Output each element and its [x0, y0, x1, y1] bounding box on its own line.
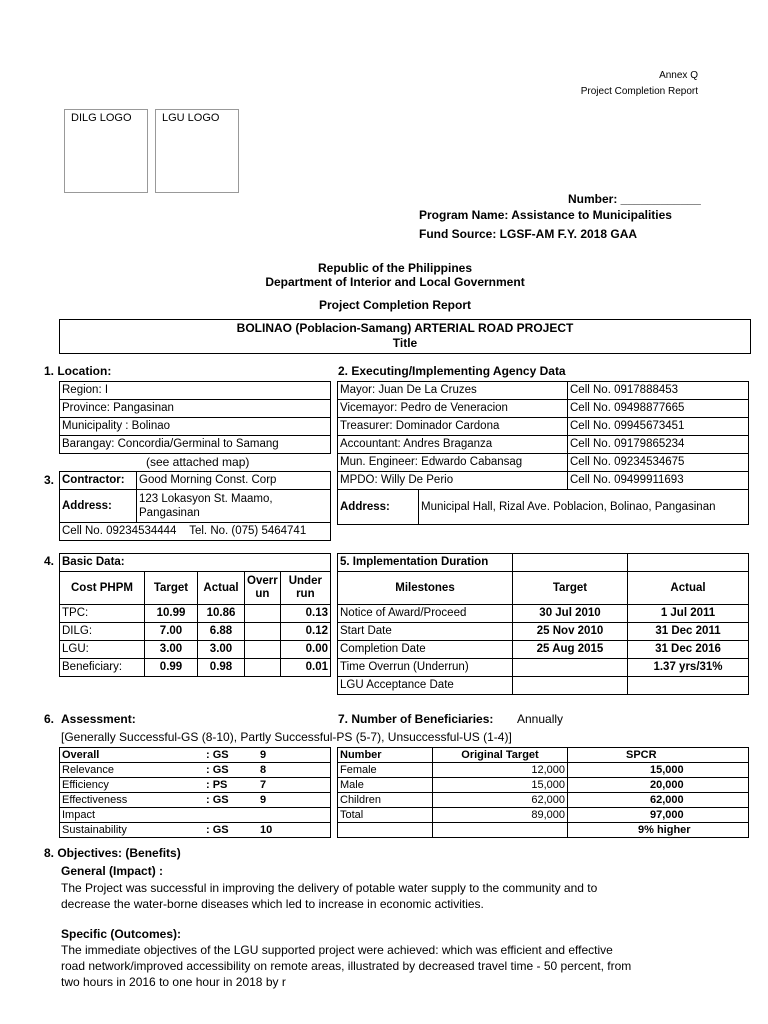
agency-cell: Cell No. 0917888453	[568, 382, 749, 400]
basic-cell: DILG:	[60, 623, 145, 641]
assessment-rating	[204, 808, 258, 823]
agency-heading: 2. Executing/Implementing Agency Data	[338, 364, 566, 378]
basic-data-row	[60, 623, 331, 641]
duration-cell	[628, 677, 749, 695]
duration-cell: 1 Jul 2011	[628, 605, 749, 623]
agency-cell: Cell No. 09945673451	[568, 418, 749, 436]
basic-cell	[245, 659, 281, 677]
duration-cell	[513, 677, 628, 695]
agency-row	[338, 436, 749, 454]
duration-cell	[513, 659, 628, 677]
beneficiaries-cell: 15,000	[568, 763, 749, 778]
assessment-score: 9	[258, 793, 331, 808]
assessment-score: 10	[258, 823, 331, 838]
dilg-logo-placeholder	[64, 109, 148, 193]
dilg-logo-label: DILG LOGO	[71, 112, 132, 124]
beneficiaries-cell: Total	[338, 808, 433, 823]
beneficiaries-row	[338, 778, 749, 793]
beneficiaries-cell	[433, 823, 568, 838]
duration-cell: Completion Date	[338, 641, 513, 659]
basic-cell: TPC:	[60, 605, 145, 623]
basic-cell	[245, 623, 281, 641]
duration-cell: 25 Nov 2010	[513, 623, 628, 641]
agency-name: Accountant: Andres Braganza	[338, 436, 568, 454]
assessment-row	[60, 823, 331, 838]
basic-header: Overr un	[245, 572, 281, 605]
agency-table	[337, 381, 749, 490]
assessment-label: Efficiency	[60, 778, 205, 793]
contractor-address-label: Address:	[60, 490, 137, 523]
assessment-label: Overall	[60, 748, 205, 763]
assessment-row	[60, 748, 331, 763]
republic-heading: Republic of the Philippines	[317, 261, 472, 275]
contractor-tel: Tel. No. (075) 5464741	[189, 525, 307, 537]
annex-header	[581, 68, 698, 100]
duration-header: Actual	[628, 572, 749, 605]
report-number: Number: ____________	[568, 192, 701, 206]
assessment-score	[258, 808, 331, 823]
annex-label: Annex Q	[659, 70, 698, 81]
assessment-row	[60, 763, 331, 778]
beneficiaries-row	[338, 808, 749, 823]
municipality-cell: Municipality : Bolinao	[60, 418, 331, 436]
barangay-cell: Barangay: Concordia/Germinal to Samang	[60, 436, 331, 454]
beneficiaries-cell: 12,000	[433, 763, 568, 778]
assessment-row	[60, 778, 331, 793]
beneficiaries-cell: Male	[338, 778, 433, 793]
assessment-scale: [Generally Successful-GS (8-10), Partly Successful-PS (5-7), Unsuccessful-US (1-4)]	[61, 730, 512, 744]
beneficiaries-row	[338, 793, 749, 808]
region-cell: Region: I	[60, 382, 331, 400]
basic-data-row	[60, 659, 331, 677]
basic-data-row	[60, 641, 331, 659]
duration-header: Target	[513, 572, 628, 605]
agency-name: MPDO: Willy De Perio	[338, 472, 568, 490]
basic-cell: 3.00	[198, 641, 245, 659]
beneficiaries-cell: 62,000	[568, 793, 749, 808]
location-heading: 1. Location:	[44, 364, 112, 378]
duration-row	[338, 641, 749, 659]
report-heading: Project Completion Report	[318, 298, 471, 312]
agency-cell: Cell No. 09234534675	[568, 454, 749, 472]
beneficiaries-header: SPCR	[568, 748, 749, 763]
agency-address: Municipal Hall, Rizal Ave. Poblacion, Bolinao, Pangasinan	[419, 490, 749, 525]
specific-outcomes-line: two hours in 2016 to one hour in 2018 by r	[61, 975, 286, 989]
agency-row	[338, 418, 749, 436]
agency-row	[338, 382, 749, 400]
assessment-heading: Assessment:	[61, 712, 136, 726]
specific-outcomes-label: Specific (Outcomes):	[61, 927, 182, 941]
basic-cell: LGU:	[60, 641, 145, 659]
general-impact-line: decrease the water-borne diseases which led to increase in economic activities.	[61, 897, 484, 911]
assessment-score: 9	[258, 748, 331, 763]
basic-header: Under run	[280, 572, 330, 605]
basic-cell: 3.00	[145, 641, 198, 659]
basic-cell: 0.99	[145, 659, 198, 677]
basic-cell: 10.86	[198, 605, 245, 623]
basic-data-heading: Basic Data:	[60, 554, 331, 572]
beneficiaries-header: Original Target	[433, 748, 568, 763]
basic-cell: 7.00	[145, 623, 198, 641]
beneficiaries-cell: 20,000	[568, 778, 749, 793]
agency-address-label: Address:	[338, 490, 419, 525]
agency-row	[338, 400, 749, 418]
assessment-label: Impact	[60, 808, 205, 823]
basic-cell	[245, 605, 281, 623]
basic-header: Cost PHPM	[60, 572, 145, 605]
beneficiaries-row	[338, 763, 749, 778]
agency-cell: Cell No. 09498877665	[568, 400, 749, 418]
duration-cell: Notice of Award/Proceed	[338, 605, 513, 623]
project-title-label: Title	[392, 336, 418, 350]
assessment-label: Effectiveness	[60, 793, 205, 808]
assessment-rating: : PS	[204, 778, 258, 793]
annex-subtitle: Project Completion Report	[580, 86, 698, 97]
beneficiaries-heading: 7. Number of Beneficiaries:	[338, 712, 494, 726]
duration-table	[337, 553, 749, 695]
agency-name: Vicemayor: Pedro de Veneracion	[338, 400, 568, 418]
duration-cell: 25 Aug 2015	[513, 641, 628, 659]
assessment-label: Sustainability	[60, 823, 205, 838]
assessment-row	[60, 808, 331, 823]
basic-cell: Beneficiary:	[60, 659, 145, 677]
beneficiaries-cell	[338, 823, 433, 838]
specific-outcomes-line: The immediate objectives of the LGU supported project were achieved: which was efficient and effective	[61, 943, 613, 957]
duration-cell: 30 Jul 2010	[513, 605, 628, 623]
specific-outcomes-line: road network/improved accessibility on remote areas, illustrated by decreased travel time - 50 percent, from	[61, 959, 632, 973]
beneficiaries-table	[337, 747, 749, 838]
project-title-box	[59, 319, 751, 354]
duration-cell: LGU Acceptance Date	[338, 677, 513, 695]
basic-data-number: 4.	[44, 554, 55, 568]
project-title: BOLINAO (Poblacion-Samang) ARTERIAL ROAD PROJECT	[236, 321, 574, 335]
duration-cell: 31 Dec 2011	[628, 623, 749, 641]
lgu-logo-placeholder	[155, 109, 239, 193]
assessment-label: Relevance	[60, 763, 205, 778]
duration-cell: 1.37 yrs/31%	[628, 659, 749, 677]
beneficiaries-cell: 97,000	[568, 808, 749, 823]
beneficiaries-cell: 62,000	[433, 793, 568, 808]
basic-cell: 6.88	[198, 623, 245, 641]
map-note: (see attached map)	[146, 455, 250, 469]
assessment-score: 7	[258, 778, 331, 793]
agency-name: Mun. Engineer: Edwardo Cabansag	[338, 454, 568, 472]
beneficiaries-cell: 89,000	[433, 808, 568, 823]
objectives-heading: 8. Objectives: (Benefits)	[44, 846, 181, 860]
assessment-rating: : GS	[204, 763, 258, 778]
general-impact-line: The Project was successful in improving the delivery of potable water supply to the community and to	[61, 881, 598, 895]
assessment-score: 8	[258, 763, 331, 778]
duration-header: Milestones	[338, 572, 513, 605]
specific-outcomes-text	[61, 942, 631, 990]
beneficiaries-frequency: Annually	[517, 712, 564, 726]
contractor-number: 3.	[44, 473, 55, 487]
beneficiaries-cell: Female	[338, 763, 433, 778]
assessment-number: 6.	[44, 712, 55, 726]
basic-header: Actual	[198, 572, 245, 605]
agency-row	[338, 472, 749, 490]
agency-name: Treasurer: Dominador Cardona	[338, 418, 568, 436]
agency-address-table	[337, 489, 749, 525]
duration-row	[338, 605, 749, 623]
contractor-label: Contractor:	[60, 472, 137, 490]
province-cell: Province: Pangasinan	[60, 400, 331, 418]
assessment-table	[59, 747, 331, 838]
contractor-phones	[60, 523, 331, 541]
agency-cell: Cell No. 09499911693	[568, 472, 749, 490]
fund-source: Fund Source: LGSF-AM F.Y. 2018 GAA	[419, 227, 638, 241]
basic-cell: 0.12	[280, 623, 330, 641]
basic-cell: 0.01	[280, 659, 330, 677]
agency-cell: Cell No. 09179865234	[568, 436, 749, 454]
beneficiaries-cell: 9% higher	[568, 823, 749, 838]
agency-row	[338, 454, 749, 472]
program-name: Program Name: Assistance to Municipalities	[419, 208, 672, 222]
duration-row	[338, 659, 749, 677]
basic-cell	[245, 641, 281, 659]
assessment-rating: : GS	[204, 748, 258, 763]
department-heading: Department of Interior and Local Government	[265, 275, 525, 289]
basic-cell: 0.13	[280, 605, 330, 623]
lgu-logo-label: LGU LOGO	[162, 112, 220, 124]
beneficiaries-header: Number	[338, 748, 433, 763]
contractor-address: 123 Lokasyon St. Maamo, Pangasinan	[137, 490, 331, 523]
assessment-rating: : GS	[204, 823, 258, 838]
beneficiaries-row	[338, 823, 749, 838]
duration-heading: 5. Implementation Duration	[338, 554, 513, 572]
agency-name: Mayor: Juan De La Cruzes	[338, 382, 568, 400]
basic-data-row	[60, 605, 331, 623]
location-table	[59, 381, 331, 454]
assessment-row	[60, 793, 331, 808]
contractor-table	[59, 471, 331, 541]
beneficiaries-cell: 15,000	[433, 778, 568, 793]
beneficiaries-cell: Children	[338, 793, 433, 808]
duration-row	[338, 623, 749, 641]
contractor-cell: Cell No. 09234534444	[62, 525, 177, 537]
duration-cell: 31 Dec 2016	[628, 641, 749, 659]
duration-cell: Time Overrun (Underrun)	[338, 659, 513, 677]
basic-cell: 10.99	[145, 605, 198, 623]
basic-data-table	[59, 553, 331, 677]
general-impact-label: General (Impact) :	[61, 864, 164, 878]
assessment-rating: : GS	[204, 793, 258, 808]
duration-cell: Start Date	[338, 623, 513, 641]
basic-header: Target	[145, 572, 198, 605]
duration-row	[338, 677, 749, 695]
contractor-name: Good Morning Const. Corp	[137, 472, 331, 490]
basic-cell: 0.00	[280, 641, 330, 659]
basic-cell: 0.98	[198, 659, 245, 677]
general-impact-text	[61, 880, 597, 912]
